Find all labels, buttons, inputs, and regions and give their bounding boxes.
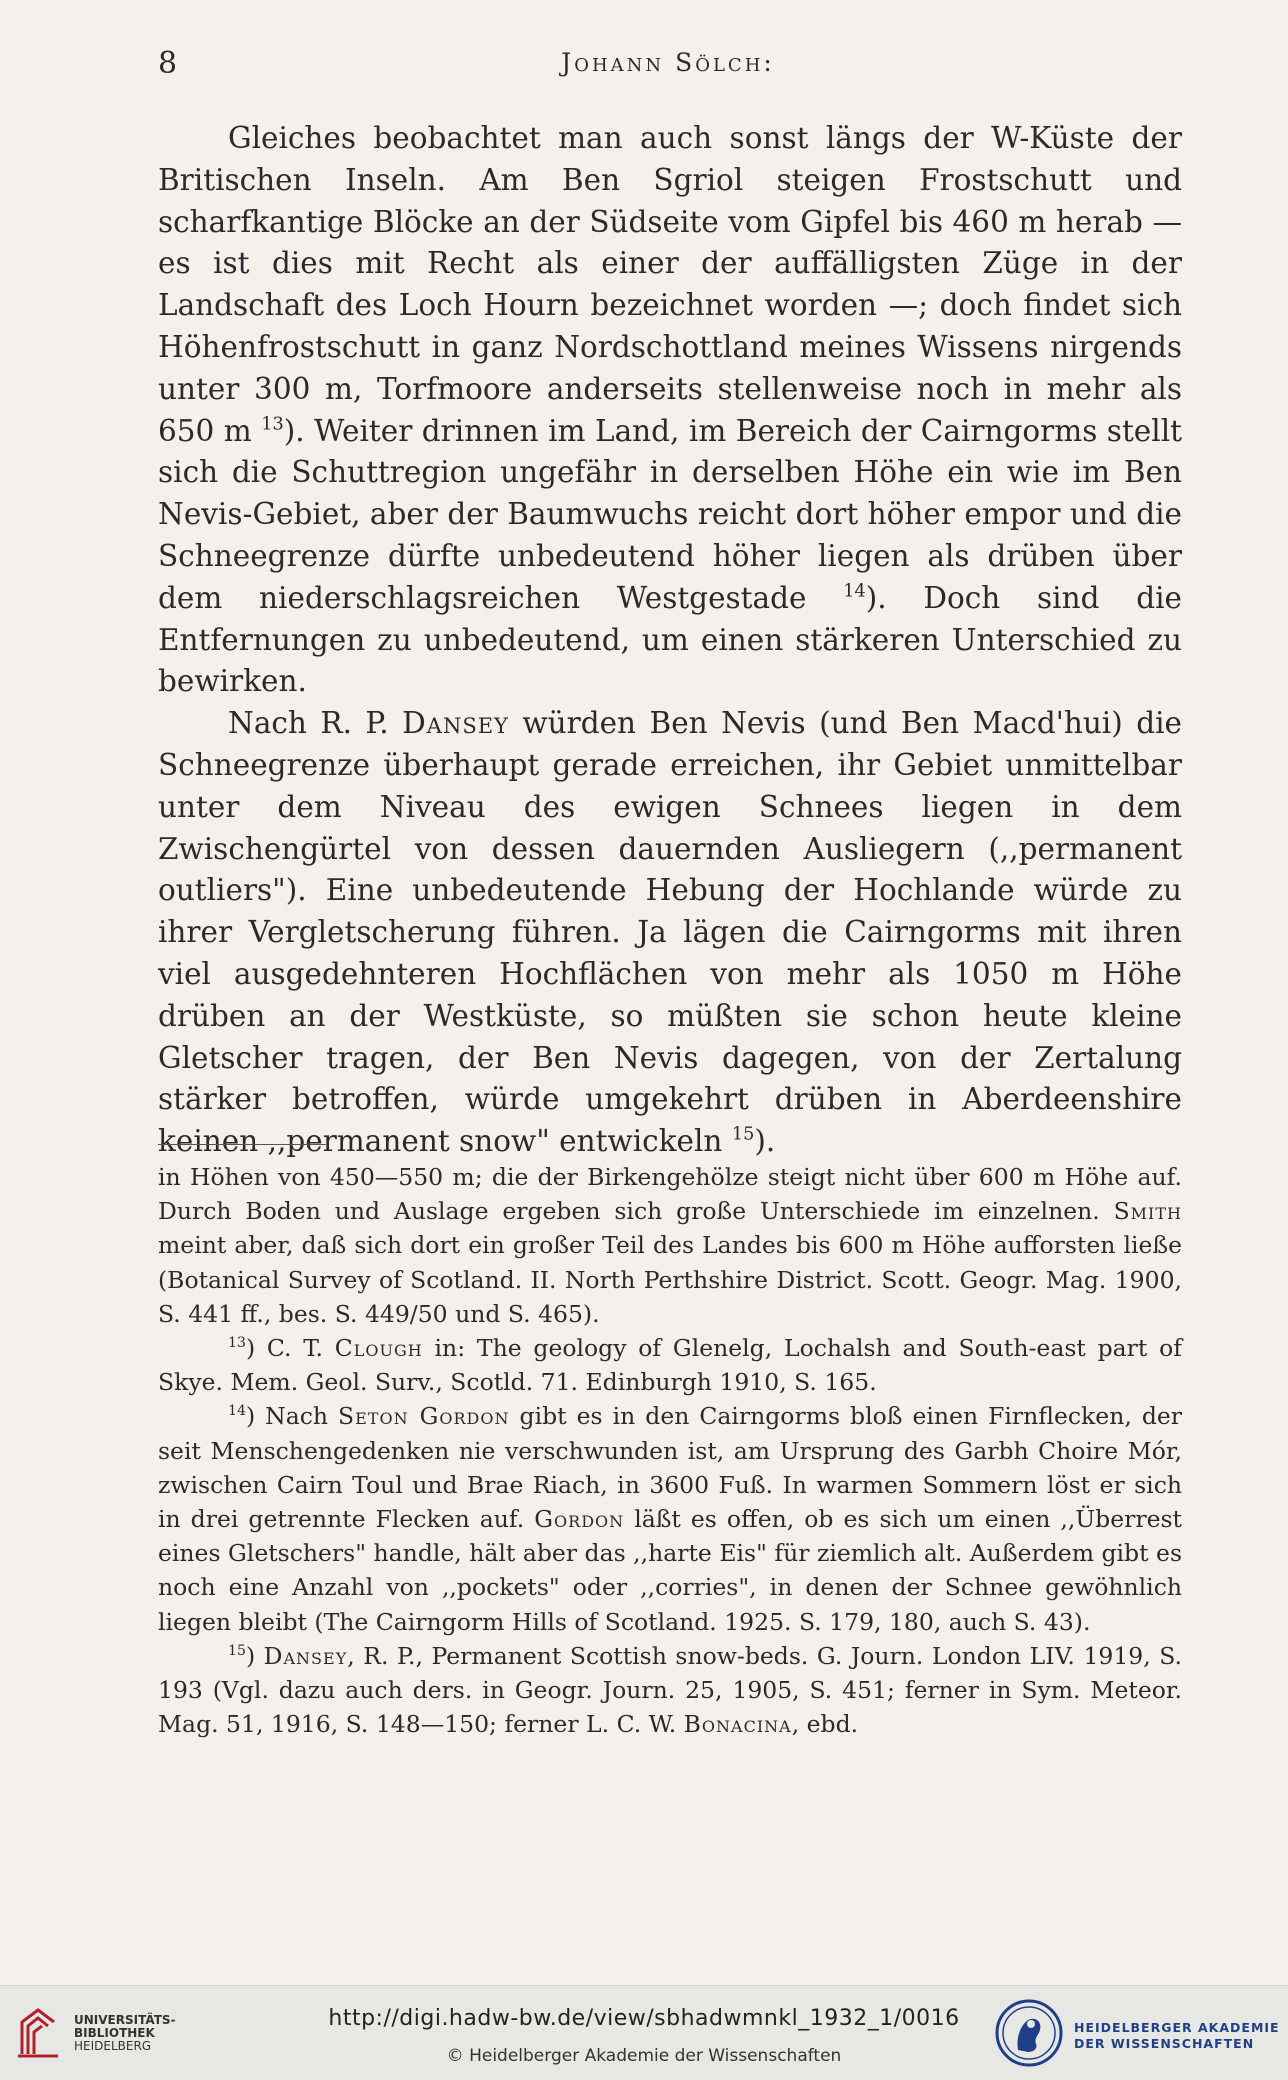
- text-run: gibt es in den Cairngorms bloß einen Firnflecken, der seit Menschengedenken nie verschwunden ist, am Ursprung des Garbh Choire Mór, zwischen Cairn Toul und Brae Riach, in 3600 Fuß. In warmen Sommern löst er sich in drei getrennte Flecken auf.: [158, 1402, 1183, 1534]
- text-run: ): [245, 1641, 264, 1670]
- page-header: [158, 46, 1178, 86]
- academy-line: HEIDELBERGER AKADEMIE: [1074, 2020, 1280, 2035]
- footnote-15: [158, 1639, 1182, 1742]
- text-run: ) C. T.: [245, 1334, 335, 1363]
- academy-seal-icon[interactable]: [994, 1998, 1064, 2068]
- academy-name: [1074, 2020, 1280, 2052]
- text-run: würden Ben Nevis (und Ben Macd'hui) die Schneegrenze überhaupt gerade erreichen, ihr Gebiet unmittelbar unter dem Niveau des ewigen Schnees liegen in dem Zwischengürtel von dessen dauernden Ausliegern (,,permanent outliers"). Eine unbedeutende Hebung der Hochlande würde zu ihrer Vergletscherung führen. Ja lägen die Cairngorms mit ihren viel ausgedehnteren Hochflächen von mehr als 1050 m Höhe drüben an der Westküste, so müßten sie schon heute kleine Gletscher tragen, der Ben Nevis dagegen, von der Zertalung stärker betroffen, würde umgekehrt drüben in Aberdeenshire keinen ,,permanent snow" entwickeln: [158, 706, 1182, 1159]
- footnote-number: 14: [228, 1403, 246, 1420]
- footnote-ref-13: 13: [261, 414, 284, 435]
- footnote-13: [158, 1331, 1182, 1399]
- text-run: ).: [754, 1124, 776, 1159]
- author-name: Seton Gordon: [338, 1402, 510, 1431]
- text-run: ) Nach: [245, 1402, 339, 1431]
- text-run: ). Doch sind die Entfernungen zu unbedeutend, um einen stärkeren Unterschied zu bewirken.: [158, 580, 1183, 699]
- library-line: UNIVERSITÄTS-: [74, 2013, 176, 2027]
- document-url-link[interactable]: http://digi.hadw-bw.de/view/sbhadwmnkl_1932_1/0016: [328, 2006, 960, 2031]
- footnotes: [158, 1160, 1182, 1741]
- page-number: 8: [158, 46, 178, 81]
- text-run: läßt es offen, ob es sich um einen ,,Überrest eines Gletschers" handle, hält aber das ,,harte Eis" für ziemlich alt. Außerdem gibt es noch eine Anzahl von ,,pockets" oder ,,corries", in denen der Schnee gewöhnlich liegen bleibt (The Cairngorm Hills of Scotland. 1925. S. 179, 180, auch S. 43).: [158, 1505, 1182, 1636]
- text-run: in Höhen von 450—550 m; die der Birkengehölze steigt nicht über 600 m Höhe auf. Durch Boden und Auslage ergeben sich große Unterschiede im einzelnen.: [158, 1163, 1182, 1226]
- text-run: , R. P., Permanent Scottish snow-beds. G. Journ. London LIV. 1919, S. 193 (Vgl. dazu auch ders. in Geogr. Journ. 25, 1905, S. 451; ferner in Sym. Meteor. Mag. 51, 1916, S. 148—150; ferner L. C. W.: [158, 1641, 1182, 1739]
- footnote-ref-15: 15: [731, 1124, 755, 1145]
- author-name: Clough: [334, 1334, 423, 1363]
- author-name: Dansey: [402, 706, 509, 741]
- text-run: meint aber, daß sich dort ein großer Teil des Landes bis 600 m Höhe aufforsten ließe (Botanical Survey of Scotland. II. North Perthshire District. Scott. Geogr. Mag. 1900, S. 441 ff., bes. S. 449/50 und S. 465).: [158, 1231, 1182, 1328]
- library-line: BIBLIOTHEK: [74, 2026, 155, 2040]
- author-name: Smith: [1113, 1197, 1182, 1226]
- footnote-number: 15: [228, 1642, 246, 1659]
- paragraph-2: [158, 703, 1182, 1163]
- text-run: in: The geology of Glenelg, Lochalsh and South-east part of Skye. Mem. Geol. Surv., Scotld. 71. Edinburgh 1910, S. 165.: [158, 1334, 1182, 1397]
- library-line: HEIDELBERG: [74, 2039, 152, 2053]
- author-name: Bonacina: [683, 1710, 792, 1739]
- footnote-continuation: [158, 1160, 1182, 1331]
- text-run: ). Weiter drinnen im Land, im Bereich der Cairngorms stellt sich die Schuttregion ungefähr in derselben Höhe ein wie im Ben Nevis-Gebiet, aber der Baumwuchs reicht dort höher empor und die Schneegrenze dürfte unbedeutend höher liegen als drüben über dem niederschlagsreichen Westgestade: [158, 413, 1182, 615]
- footnote-divider: [158, 1144, 326, 1145]
- running-head: Johann Sölch:: [561, 48, 775, 77]
- viewer-footer: [0, 1985, 1288, 2080]
- paragraph-1: [158, 118, 1182, 703]
- author-name: Gordon: [534, 1505, 625, 1534]
- academy-line: DER WISSENSCHAFTEN: [1074, 2036, 1255, 2051]
- body-text: [158, 118, 1182, 1163]
- copyright-notice: © Heidelberger Akademie der Wissenschaften: [446, 2046, 842, 2066]
- footnote-ref-14: 14: [843, 581, 866, 602]
- footnote-14: [158, 1399, 1182, 1638]
- text-run: Gleiches beobachtet man auch sonst längs der W-Küste der Britischen Inseln. Am Ben Sgriol steigen Frostschutt und scharfkantige Blöcke an der Südseite vom Gipfel bis 460 m herab — es ist dies mit Recht als einer der auffälligsten Züge in der Landschaft des Loch Hourn bezeichnet worden —; doch findet sich Höhenfrostschutt in ganz Nordschottland meines Wissens nirgends unter 300 m, Torfmoore anderseits stellenweise noch in mehr als 650 m: [158, 121, 1182, 448]
- text-run: Nach R. P.: [228, 706, 403, 741]
- author-name: Dansey: [263, 1641, 348, 1670]
- footnote-number: 13: [228, 1334, 246, 1351]
- text-run: , ebd.: [791, 1710, 859, 1739]
